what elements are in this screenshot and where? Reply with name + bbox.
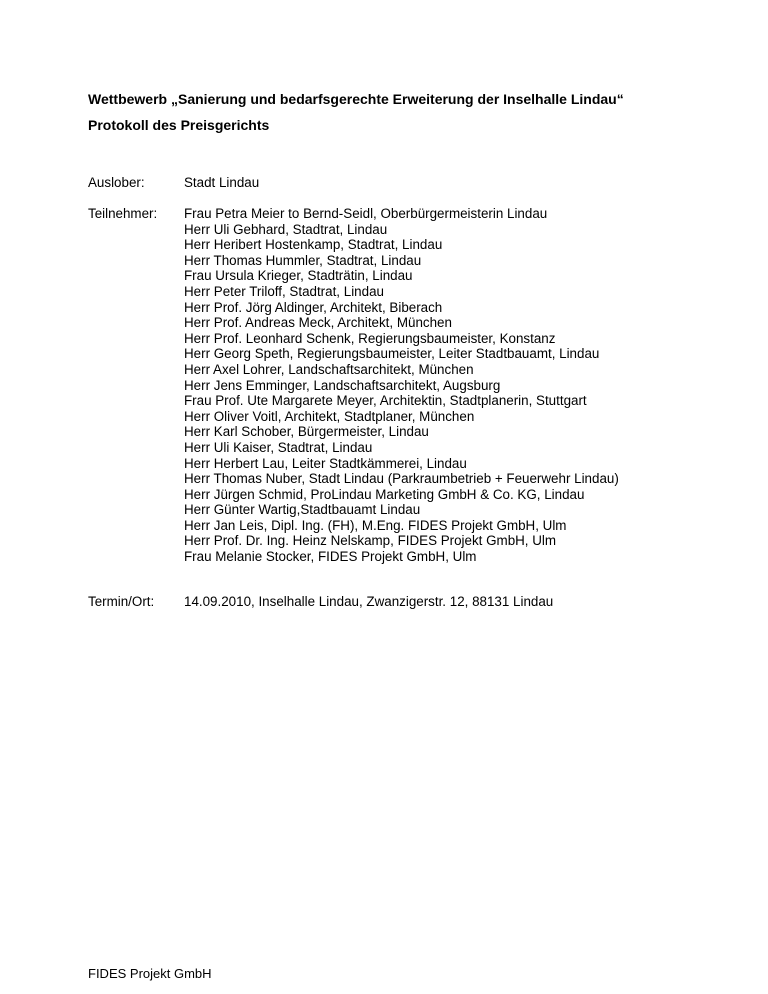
auslober-label: Auslober: — [88, 175, 145, 190]
participant-item: Herr Prof. Andreas Meck, Architekt, München — [184, 315, 452, 331]
participant-item: Herr Jan Leis, Dipl. Ing. (FH), M.Eng. FIDES Projekt GmbH, Ulm — [184, 517, 567, 533]
participant-item: Frau Prof. Ute Margarete Meyer, Architektin, Stadtplanerin, Stuttgart — [184, 393, 587, 409]
participant-item: Herr Prof. Dr. Ing. Heinz Nelskamp, FIDES Projekt GmbH, Ulm — [184, 533, 557, 549]
participant-item: Herr Herbert Lau, Leiter Stadtkämmerei, Lindau — [184, 455, 467, 471]
participant-item: Herr Günter Wartig,Stadtbauamt Lindau — [184, 502, 421, 518]
participant-item: Herr Peter Triloff, Stadtrat, Lindau — [184, 283, 384, 299]
document-title: Wettbewerb „Sanierung und bedarfsgerechte Erweiterung der Inselhalle Lindau“ — [88, 91, 624, 107]
participant-item: Herr Axel Lohrer, Landschaftsarchitekt, München — [184, 361, 474, 377]
participant-item: Frau Ursula Krieger, Stadträtin, Lindau — [184, 268, 413, 284]
auslober-value: Stadt Lindau — [184, 175, 260, 190]
participant-item: Herr Jürgen Schmid, ProLindau Marketing GmbH & Co. KG, Lindau — [184, 486, 585, 502]
termin-value: 14.09.2010, Inselhalle Lindau, Zwanzigerstr. 12, 88131 Lindau — [184, 594, 554, 609]
teilnehmer-label: Teilnehmer: — [88, 206, 158, 221]
participant-item: Frau Petra Meier to Bernd-Seidl, Oberbürgermeisterin Lindau — [184, 206, 548, 221]
page-footer: FIDES Projekt GmbH — [88, 966, 212, 981]
participant-item: Herr Jens Emminger, Landschaftsarchitekt, Augsburg — [184, 377, 501, 393]
participant-item: Herr Uli Kaiser, Stadtrat, Lindau — [184, 439, 373, 455]
document-subtitle: Protokoll des Preisgerichts — [88, 117, 270, 133]
participant-item: Frau Melanie Stocker, FIDES Projekt GmbH, Ulm — [184, 549, 477, 565]
participant-item: Herr Georg Speth, Regierungsbaumeister, Leiter Stadtbauamt, Lindau — [184, 346, 600, 362]
participant-item: Herr Heribert Hostenkamp, Stadtrat, Lindau — [184, 237, 443, 253]
participant-item: Herr Prof. Leonhard Schenk, Regierungsbaumeister, Konstanz — [184, 330, 556, 346]
termin-label: Termin/Ort: — [88, 594, 155, 609]
participant-item: Herr Thomas Nuber, Stadt Lindau (Parkraumbetrieb + Feuerwehr Lindau) — [184, 471, 619, 487]
participant-item: Herr Oliver Voitl, Architekt, Stadtplaner, München — [184, 408, 475, 424]
participant-item: Herr Karl Schober, Bürgermeister, Lindau — [184, 424, 429, 440]
participant-list — [184, 206, 619, 565]
participant-item: Herr Thomas Hummler, Stadtrat, Lindau — [184, 252, 422, 268]
participant-item: Herr Prof. Jörg Aldinger, Architekt, Biberach — [184, 299, 443, 315]
participant-item: Herr Uli Gebhard, Stadtrat, Lindau — [184, 221, 388, 237]
